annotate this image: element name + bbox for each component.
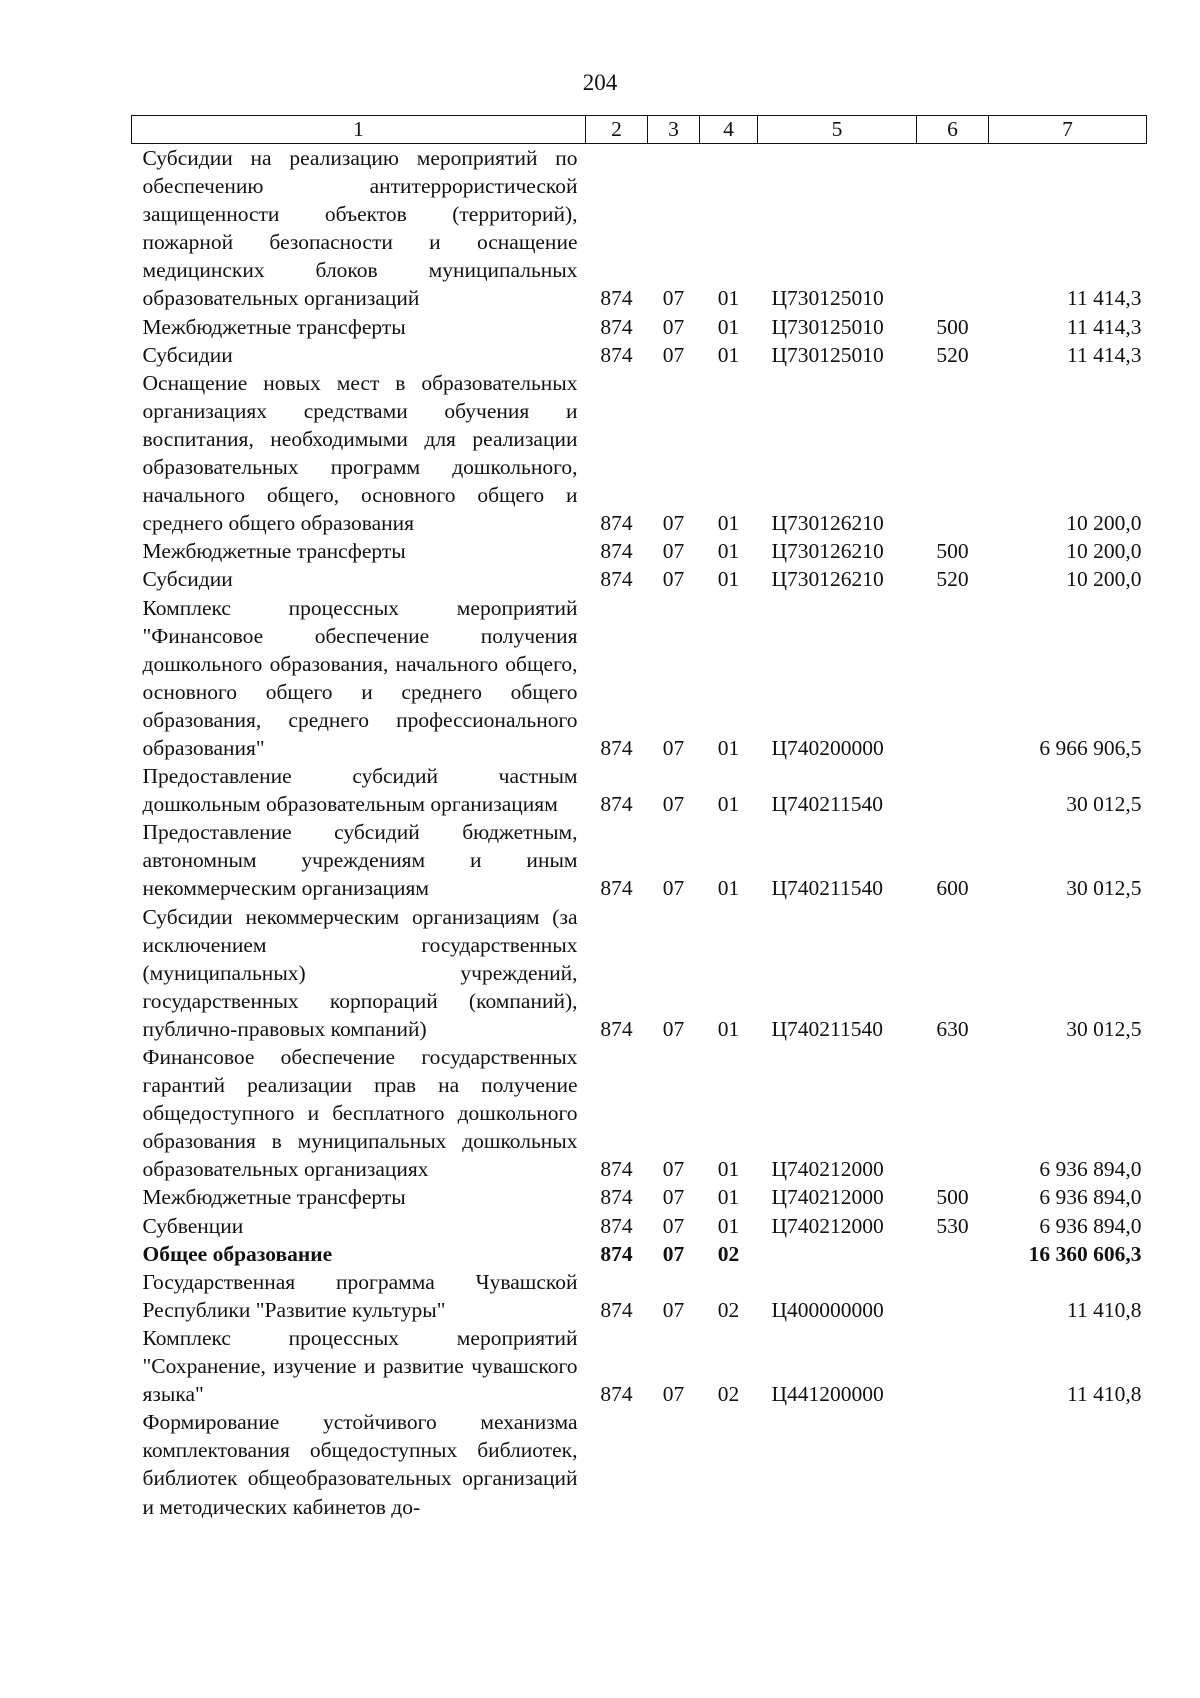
- row-name: Оснащение новых мест в образовательных организациях средствами обучения и воспитания, необходимыми для реализации образовательных программ дошкольного, начального общего, основного общего и среднего общего образования: [142, 370, 578, 536]
- row-name: Предоставление субсидий бюджетным, автономным учреждениям и иным некоммерческим организациям: [142, 820, 578, 901]
- page-number: 204: [582, 70, 618, 95]
- row-name: Предоставление субсидий частным дошкольным образовательным организациям: [142, 764, 578, 817]
- row-col-4: 01: [717, 792, 740, 817]
- row-col-6: [917, 1408, 989, 1520]
- header-cell-name: 1: [132, 116, 586, 144]
- row-col-7: 6 936 894,0: [1039, 1185, 1142, 1210]
- row-col-7: 30 012,5: [1066, 1016, 1142, 1041]
- row-col-6: 630: [936, 1016, 969, 1041]
- table-row: [132, 1183, 1147, 1211]
- row-col-3: 07: [662, 735, 685, 760]
- row-name: Комплекс процессных мероприятий "Сохранение, изучение и развитие чувашского языка": [142, 1325, 578, 1407]
- row-col-4: 02: [717, 1297, 740, 1322]
- row-col-6: [917, 369, 989, 538]
- table-row: [132, 1268, 1147, 1324]
- row-col-7: 11 410,8: [1067, 1297, 1142, 1322]
- row-col-7: 11 414,3: [1067, 286, 1142, 311]
- row-col-4: 01: [717, 1016, 740, 1041]
- row-col-5: Ц730125010: [771, 342, 884, 367]
- row-col-2: 874: [600, 735, 633, 760]
- row-col-6: 500: [936, 314, 969, 339]
- row-col-2: 874: [600, 1241, 633, 1266]
- row-name: Государственная программа Чувашской Республики "Развитие культуры": [142, 1269, 578, 1322]
- row-col-5: Ц730125010: [771, 314, 884, 339]
- row-name: Общее образование: [142, 1241, 333, 1266]
- row-col-2: 874: [600, 539, 633, 564]
- row-name: Межбюджетные трансферты: [142, 314, 406, 339]
- header-cell-6: 6: [917, 116, 989, 144]
- row-col-6: [917, 1240, 989, 1268]
- table-row: [132, 762, 1147, 818]
- row-col-7: [989, 1408, 1147, 1520]
- row-col-2: 874: [600, 1382, 633, 1407]
- row-col-4: 01: [717, 735, 740, 760]
- row-col-6: 600: [936, 876, 969, 901]
- table-body: [132, 144, 1147, 1521]
- table-row: [132, 369, 1147, 538]
- row-col-5: Ц740212000: [771, 1185, 884, 1210]
- row-col-4: 01: [717, 314, 740, 339]
- row-col-6: 500: [936, 1185, 969, 1210]
- table-row: [132, 1408, 1147, 1520]
- row-col-6: [917, 594, 989, 763]
- table-row: [132, 1212, 1147, 1240]
- row-col-4: 01: [717, 1157, 740, 1182]
- row-col-6: [917, 1043, 989, 1183]
- row-col-2: 874: [600, 1213, 633, 1238]
- row-col-7: 16 360 606,3: [1028, 1241, 1142, 1266]
- row-name: Субвенции: [142, 1213, 244, 1238]
- row-col-3: 07: [662, 1157, 685, 1182]
- row-col-3: 07: [662, 511, 685, 536]
- table-row: [132, 565, 1147, 593]
- row-name: Межбюджетные трансферты: [142, 539, 406, 564]
- row-col-3: 07: [662, 539, 685, 564]
- row-col-3: 07: [662, 567, 685, 592]
- row-col-7: 10 200,0: [1066, 511, 1142, 536]
- header-cell-2: 2: [586, 116, 648, 144]
- table-row: [132, 818, 1147, 902]
- row-col-4: 01: [717, 1185, 740, 1210]
- row-col-7: 11 414,3: [1067, 342, 1142, 367]
- row-col-7: 10 200,0: [1066, 567, 1142, 592]
- row-col-2: 874: [600, 1157, 633, 1182]
- row-col-4: 01: [717, 511, 740, 536]
- row-name: Формирование устойчивого механизма комплектования общедоступных библиотек, библиотек общеобразовательных организаций и методических кабинетов до-: [142, 1410, 578, 1519]
- row-col-6: [917, 762, 989, 818]
- row-col-7: 6 966 906,5: [1039, 735, 1142, 760]
- row-col-5: Ц740212000: [771, 1157, 884, 1182]
- row-col-3: 07: [662, 314, 685, 339]
- row-col-2: 874: [600, 342, 633, 367]
- row-col-6: [917, 1324, 989, 1408]
- table-row: [132, 1043, 1147, 1183]
- row-name: Субсидии: [142, 342, 233, 367]
- row-col-7: 30 012,5: [1066, 876, 1142, 901]
- row-col-2: 874: [600, 792, 633, 817]
- table-row: [132, 341, 1147, 369]
- row-col-6: 520: [936, 342, 969, 367]
- row-col-3: 07: [662, 1382, 685, 1407]
- row-col-2: 874: [600, 1016, 633, 1041]
- row-col-3: 07: [662, 1185, 685, 1210]
- table-row: [132, 1240, 1147, 1268]
- row-col-7: 6 936 894,0: [1039, 1157, 1142, 1182]
- row-col-7: 10 200,0: [1066, 539, 1142, 564]
- row-col-5: Ц740200000: [771, 735, 884, 760]
- row-col-2: 874: [600, 1297, 633, 1322]
- table-row: [132, 594, 1147, 763]
- row-col-2: 874: [600, 1185, 633, 1210]
- row-col-3: 07: [662, 1241, 685, 1266]
- row-name: Финансовое обеспечение государственных гарантий реализации прав на получение общедоступного и бесплатного дошкольного образования в муниципальных дошкольных образовательных организациях: [142, 1045, 578, 1182]
- header-row: [132, 116, 1147, 144]
- row-col-5: Ц730126210: [771, 539, 884, 564]
- table-row: [132, 313, 1147, 341]
- header-cell-7: 7: [989, 116, 1147, 144]
- row-col-4: 01: [717, 342, 740, 367]
- row-col-6: [917, 144, 989, 313]
- header-cell-3: 3: [648, 116, 700, 144]
- row-col-5: Ц400000000: [771, 1297, 884, 1322]
- row-col-4: 01: [717, 567, 740, 592]
- row-name: Субсидии некоммерческим организациям (за исключением государственных (муниципальных) учреждений, государственных корпораций (компаний), публично-правовых компаний): [142, 904, 578, 1041]
- row-col-3: 07: [662, 1297, 685, 1322]
- header-cell-5: 5: [758, 116, 917, 144]
- row-col-5: [758, 1408, 917, 1520]
- row-col-5: Ц441200000: [771, 1382, 884, 1407]
- row-col-3: 07: [662, 1213, 685, 1238]
- row-col-7: 6 936 894,0: [1039, 1213, 1142, 1238]
- table-row: [132, 1324, 1147, 1408]
- table-header: [132, 116, 1147, 144]
- row-name: Субсидии на реализацию мероприятий по обеспечению антитеррористической защищенности объектов (территорий), пожарной безопасности и оснащение медицинских блоков муниципальных образовательных организаций: [142, 146, 578, 311]
- row-col-4: [700, 1408, 758, 1520]
- table-row: [132, 903, 1147, 1043]
- budget-table: [131, 115, 1147, 1521]
- row-col-2: 874: [600, 876, 633, 901]
- row-col-2: 874: [600, 314, 633, 339]
- row-col-2: 874: [600, 511, 633, 536]
- row-col-3: 07: [662, 342, 685, 367]
- row-col-5: Ц730126210: [771, 511, 884, 536]
- row-col-3: 07: [662, 1016, 685, 1041]
- row-col-5: [758, 1240, 917, 1268]
- header-cell-4: 4: [700, 116, 758, 144]
- row-col-5: Ц740211540: [771, 876, 883, 901]
- row-col-5: Ц730125010: [771, 286, 884, 311]
- row-col-6: 500: [936, 539, 969, 564]
- row-col-3: 07: [662, 876, 685, 901]
- row-col-4: 01: [717, 876, 740, 901]
- row-col-6: 530: [936, 1213, 969, 1238]
- row-col-6: [917, 1268, 989, 1324]
- row-col-4: 02: [717, 1382, 740, 1407]
- row-name: Комплекс процессных мероприятий "Финансовое обеспечение получения дошкольного образования, начального общего, основного общего и среднего общего образования, среднего профессионального образования": [142, 595, 578, 760]
- row-name: Межбюджетные трансферты: [142, 1185, 406, 1210]
- row-col-7: 11 414,3: [1067, 314, 1142, 339]
- row-col-5: Ц740212000: [771, 1213, 884, 1238]
- row-name: Субсидии: [142, 567, 233, 592]
- row-col-3: 07: [662, 286, 685, 311]
- row-col-5: Ц740211540: [771, 1016, 883, 1041]
- row-col-2: [586, 1408, 648, 1520]
- row-col-5: Ц740211540: [771, 792, 883, 817]
- row-col-7: 30 012,5: [1066, 792, 1142, 817]
- row-col-4: 01: [717, 539, 740, 564]
- table-row: [132, 144, 1147, 313]
- row-col-3: [648, 1408, 700, 1520]
- row-col-3: 07: [662, 792, 685, 817]
- row-col-6: 520: [936, 567, 969, 592]
- row-col-4: 02: [717, 1241, 740, 1266]
- row-col-5: Ц730126210: [771, 567, 884, 592]
- row-col-2: 874: [600, 286, 633, 311]
- row-col-4: 01: [717, 286, 740, 311]
- row-col-4: 01: [717, 1213, 740, 1238]
- table-row: [132, 537, 1147, 565]
- row-col-7: 11 410,8: [1067, 1382, 1142, 1407]
- row-col-2: 874: [600, 567, 633, 592]
